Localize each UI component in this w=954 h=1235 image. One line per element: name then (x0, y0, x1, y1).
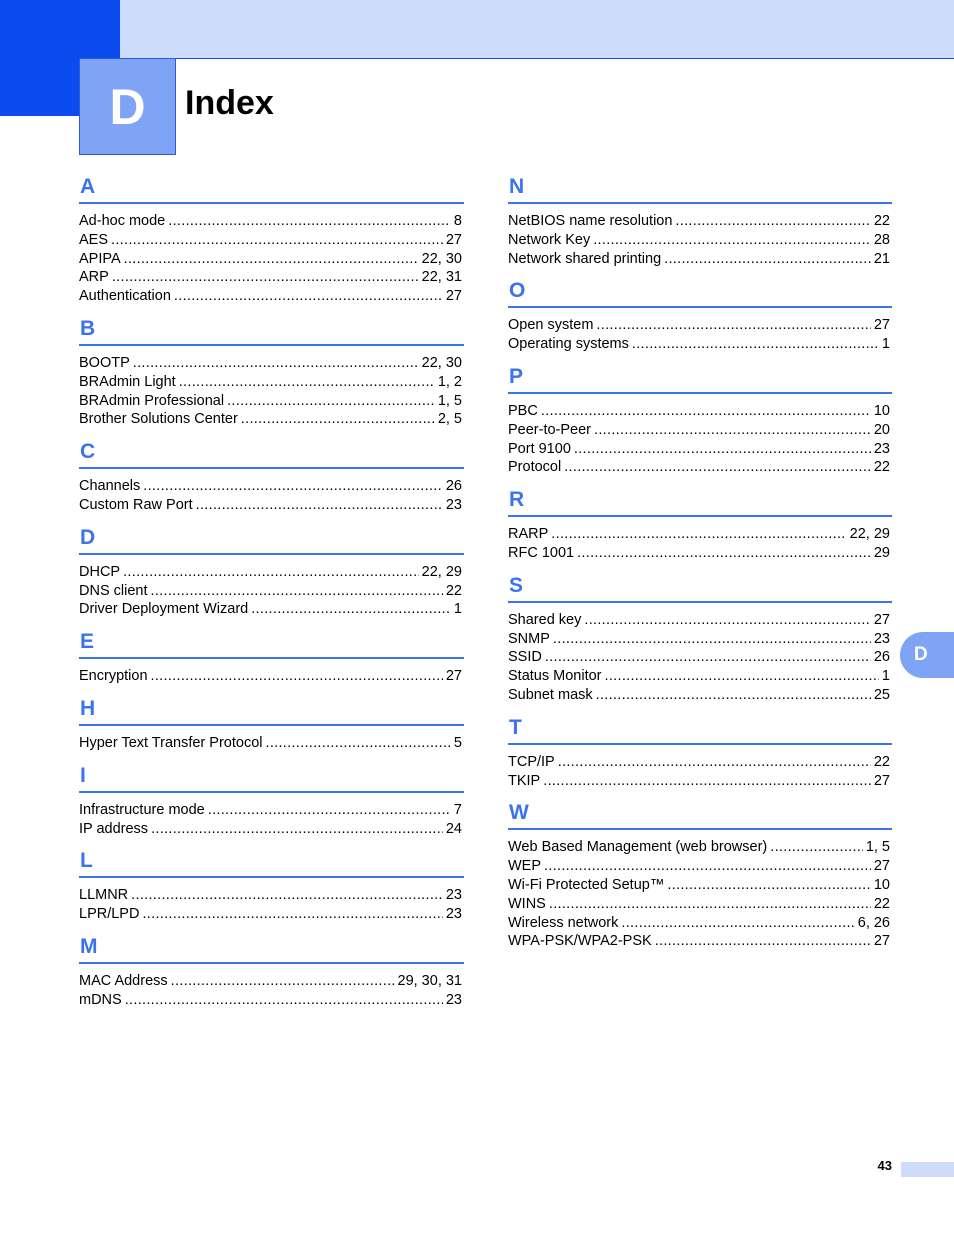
dot-leader (142, 905, 442, 924)
index-term: LPR/LPD (79, 906, 140, 923)
index-term: WEP (508, 858, 542, 875)
dot-leader (551, 525, 846, 544)
index-page-refs[interactable]: 27 (873, 317, 890, 334)
index-section-w (508, 798, 892, 951)
index-entry[interactable] (79, 496, 464, 515)
index-term: Open system (508, 317, 594, 334)
dot-leader (667, 876, 871, 895)
index-term: Brother Solutions Center (79, 411, 238, 428)
section-letter-heading: W (508, 798, 892, 830)
dot-leader (770, 838, 863, 857)
index-entry[interactable] (79, 268, 464, 287)
index-page-refs[interactable]: 27 (445, 231, 462, 248)
index-term: Encryption (79, 668, 148, 685)
index-page-refs[interactable]: 1, 2 (437, 373, 462, 390)
index-page-refs[interactable]: 22 (873, 213, 890, 229)
dot-leader (251, 600, 451, 619)
index-term: DHCP (79, 563, 121, 580)
dot-leader (123, 563, 419, 582)
index-entry[interactable] (79, 972, 464, 991)
index-entry[interactable] (79, 410, 464, 429)
side-tab-letter: D (914, 644, 928, 665)
index-term: RFC 1001 (508, 544, 575, 561)
index-section-d (79, 523, 464, 619)
index-page-refs[interactable]: 26 (445, 478, 462, 495)
index-entry[interactable] (508, 648, 892, 667)
dot-leader (151, 820, 443, 839)
index-term: SSID (508, 649, 542, 666)
index-entry[interactable] (508, 772, 892, 791)
dot-leader (265, 734, 450, 753)
dot-leader (605, 667, 879, 686)
dot-leader (655, 932, 871, 951)
index-section-p (508, 362, 892, 477)
index-term: Ad-hoc mode (79, 213, 166, 229)
index-term: Network shared printing (508, 250, 662, 267)
index-entry[interactable] (79, 886, 464, 905)
index-entry[interactable] (508, 611, 892, 630)
index-section-i (79, 761, 464, 839)
index-page-refs[interactable]: 27 (873, 933, 890, 950)
index-entry[interactable] (508, 932, 892, 951)
dot-leader (577, 544, 871, 563)
index-term: BRAdmin Professional (79, 392, 225, 409)
index-entry[interactable] (79, 820, 464, 839)
index-entry[interactable] (79, 354, 464, 373)
dot-leader (564, 458, 871, 477)
section-letter-heading: O (508, 276, 892, 308)
dot-leader (593, 231, 871, 250)
dot-leader (664, 250, 871, 269)
dot-leader (124, 250, 419, 269)
dot-leader (541, 402, 871, 421)
index-entry[interactable] (508, 231, 892, 250)
index-term: WINS (508, 895, 546, 912)
index-page-refs[interactable]: 1, 5 (437, 392, 462, 409)
index-entry[interactable] (508, 667, 892, 686)
dot-leader (574, 440, 871, 459)
index-term: mDNS (79, 991, 122, 1008)
index-section-e (79, 627, 464, 686)
index-page-refs[interactable]: 22, 31 (421, 269, 462, 286)
index-page-refs[interactable]: 27 (873, 772, 890, 789)
header-rule (120, 58, 954, 59)
dot-leader (544, 857, 871, 876)
index-section-a (79, 172, 464, 306)
index-page-refs[interactable]: 22, 29 (421, 563, 462, 580)
index-term: NetBIOS name resolution (508, 213, 673, 229)
dot-leader (174, 287, 443, 306)
index-entry[interactable] (79, 373, 464, 392)
index-entry[interactable] (79, 667, 464, 686)
index-page-refs[interactable]: 29, 30, 31 (397, 972, 462, 989)
dot-leader (596, 686, 871, 705)
index-page-refs[interactable]: 25 (873, 686, 890, 703)
index-term: Shared key (508, 611, 582, 628)
index-page-refs[interactable]: 23 (445, 991, 462, 1008)
index-page-refs[interactable]: 23 (873, 630, 890, 647)
index-page-refs[interactable]: 1, 5 (865, 839, 890, 856)
index-entry[interactable] (79, 563, 464, 582)
index-term: PBC (508, 402, 538, 419)
dot-leader (621, 914, 854, 933)
dot-leader (227, 392, 435, 411)
index-entry[interactable] (508, 335, 892, 354)
section-letter-heading: P (508, 362, 892, 394)
section-letter-heading: A (79, 172, 464, 204)
dot-leader (171, 972, 395, 991)
index-page-refs[interactable]: 5 (453, 734, 462, 751)
index-entry[interactable] (508, 250, 892, 269)
index-page-refs[interactable]: 27 (873, 611, 890, 628)
index-section-o (508, 276, 892, 354)
index-entry[interactable] (508, 458, 892, 477)
dot-leader (543, 772, 871, 791)
index-page-refs[interactable]: 23 (445, 887, 462, 904)
index-entry[interactable] (508, 895, 892, 914)
index-term: Web Based Management (web browser) (508, 839, 768, 856)
index-term: IP address (79, 820, 149, 837)
dot-leader (596, 316, 870, 335)
index-page-refs[interactable]: 2, 5 (437, 411, 462, 428)
index-page-refs[interactable]: 20 (873, 421, 890, 438)
footer-bar (901, 1162, 954, 1177)
index-page-refs[interactable]: 27 (445, 288, 462, 305)
dot-leader (594, 421, 871, 440)
index-term: Authentication (79, 288, 171, 305)
index-page-refs[interactable]: 23 (445, 496, 462, 513)
index-page-refs[interactable]: 1 (453, 601, 462, 618)
section-letter-heading: N (508, 172, 892, 204)
index-page-refs[interactable]: 1 (881, 336, 890, 353)
dot-leader (125, 991, 443, 1010)
section-letter-heading: H (79, 694, 464, 726)
index-entry[interactable] (79, 212, 464, 231)
section-letter-heading: R (508, 485, 892, 517)
index-page-refs[interactable]: 21 (873, 250, 890, 267)
index-entry[interactable] (508, 686, 892, 705)
index-page-refs[interactable]: 22 (873, 753, 890, 770)
index-section-h (79, 694, 464, 753)
index-section-t (508, 713, 892, 791)
index-entry[interactable] (79, 477, 464, 496)
index-term: BOOTP (79, 354, 130, 371)
index-term: DNS client (79, 582, 148, 599)
index-page-refs[interactable]: 22 (873, 895, 890, 912)
index-term: Infrastructure mode (79, 801, 205, 818)
index-page-refs[interactable]: 23 (445, 906, 462, 923)
index-section-r (508, 485, 892, 563)
section-letter-heading: T (508, 713, 892, 745)
index-entry[interactable] (508, 421, 892, 440)
index-page-refs[interactable]: 28 (873, 231, 890, 248)
chapter-box (79, 58, 176, 155)
index-page-refs[interactable]: 8 (453, 213, 462, 229)
index-entry[interactable] (79, 734, 464, 753)
index-term: AES (79, 231, 109, 248)
dot-leader (208, 801, 451, 820)
index-term: ARP (79, 269, 109, 286)
dot-leader (151, 582, 443, 601)
index-term: TKIP (508, 772, 541, 789)
index-entry[interactable] (79, 287, 464, 306)
index-term: WPA-PSK/WPA2-PSK (508, 933, 652, 950)
index-term: Peer-to-Peer (508, 421, 592, 438)
index-term: Custom Raw Port (79, 496, 193, 513)
index-entry[interactable] (79, 905, 464, 924)
dot-leader (133, 354, 419, 373)
index-entry[interactable] (508, 876, 892, 895)
index-column-left (79, 172, 464, 1018)
index-page-refs[interactable]: 29 (873, 544, 890, 561)
index-term: MAC Address (79, 972, 168, 989)
index-page-refs[interactable]: 22, 30 (421, 250, 462, 267)
dot-leader (131, 886, 443, 905)
section-letter-heading: B (79, 314, 464, 346)
index-entry[interactable] (508, 402, 892, 421)
dot-leader (632, 335, 879, 354)
section-letter-heading: D (79, 523, 464, 555)
index-entry[interactable] (79, 582, 464, 601)
index-term: Protocol (508, 459, 562, 476)
index-section-s (508, 571, 892, 705)
index-page-refs[interactable]: 27 (873, 858, 890, 875)
page-title: Index (185, 84, 274, 122)
index-entry[interactable] (508, 212, 892, 231)
index-section-m (79, 932, 464, 1010)
index-term: Channels (79, 478, 141, 495)
chapter-side-tab (900, 632, 954, 678)
index-term: Port 9100 (508, 440, 571, 457)
index-page-refs[interactable]: 10 (873, 402, 890, 419)
index-entry[interactable] (508, 914, 892, 933)
index-entry[interactable] (79, 801, 464, 820)
index-term: Hyper Text Transfer Protocol (79, 734, 263, 751)
dot-leader (196, 496, 443, 515)
index-entry[interactable] (508, 857, 892, 876)
index-term: RARP (508, 526, 549, 543)
index-entry[interactable] (508, 525, 892, 544)
index-page-refs[interactable]: 24 (445, 820, 462, 837)
index-page-refs[interactable]: 22 (445, 582, 462, 599)
index-entry[interactable] (508, 630, 892, 649)
index-term: Wi-Fi Protected Setup™ (508, 876, 665, 893)
section-letter-heading: S (508, 571, 892, 603)
index-term: TCP/IP (508, 753, 555, 770)
dot-leader (675, 212, 870, 231)
index-term: Subnet mask (508, 686, 593, 703)
page-number: 43 (877, 1158, 892, 1173)
index-entry[interactable] (79, 392, 464, 411)
index-entry[interactable] (508, 838, 892, 857)
dot-leader (151, 667, 443, 686)
index-page-refs[interactable]: 6, 26 (857, 914, 890, 931)
index-term: LLMNR (79, 887, 129, 904)
index-entry[interactable] (79, 991, 464, 1010)
dot-leader (143, 477, 443, 496)
dot-leader (111, 231, 443, 250)
index-entry[interactable] (79, 231, 464, 250)
index-term: Status Monitor (508, 668, 602, 685)
index-term: Network Key (508, 231, 591, 248)
index-section-n (508, 172, 892, 268)
index-term: Driver Deployment Wizard (79, 601, 249, 618)
dot-leader (558, 753, 871, 772)
section-letter-heading: C (79, 437, 464, 469)
index-page-refs[interactable]: 27 (445, 668, 462, 685)
index-page-refs[interactable]: 26 (873, 649, 890, 666)
dot-leader (553, 630, 871, 649)
index-term: Operating systems (508, 336, 629, 353)
index-page-refs[interactable]: 1 (881, 668, 890, 685)
dot-leader (179, 373, 435, 392)
index-page-refs[interactable]: 22 (873, 459, 890, 476)
index-page-refs[interactable]: 10 (873, 876, 890, 893)
index-entry[interactable] (508, 316, 892, 335)
index-section-b (79, 314, 464, 429)
index-page-refs[interactable]: 7 (453, 801, 462, 818)
index-entry[interactable] (508, 753, 892, 772)
dot-leader (584, 611, 871, 630)
section-letter-heading: I (79, 761, 464, 793)
section-letter-heading: E (79, 627, 464, 659)
index-entry[interactable] (79, 250, 464, 269)
dot-leader (545, 648, 871, 667)
index-entry[interactable] (79, 600, 464, 619)
index-section-l (79, 846, 464, 924)
index-entry[interactable] (508, 544, 892, 563)
index-term: BRAdmin Light (79, 373, 176, 390)
index-column-right (508, 172, 892, 959)
dot-leader (549, 895, 871, 914)
index-page-refs[interactable]: 22, 30 (421, 354, 462, 371)
section-letter-heading: M (79, 932, 464, 964)
index-term: SNMP (508, 630, 550, 647)
dot-leader (112, 268, 419, 287)
section-letter-heading: L (79, 846, 464, 878)
header-light-band (120, 0, 954, 58)
index-term: APIPA (79, 250, 121, 267)
index-page-refs[interactable]: 22, 29 (849, 526, 890, 543)
dot-leader (168, 212, 451, 231)
index-term: Wireless network (508, 914, 619, 931)
chapter-letter: D (109, 78, 146, 135)
index-section-c (79, 437, 464, 515)
index-page-refs[interactable]: 23 (873, 440, 890, 457)
index-entry[interactable] (508, 440, 892, 459)
dot-leader (241, 410, 435, 429)
